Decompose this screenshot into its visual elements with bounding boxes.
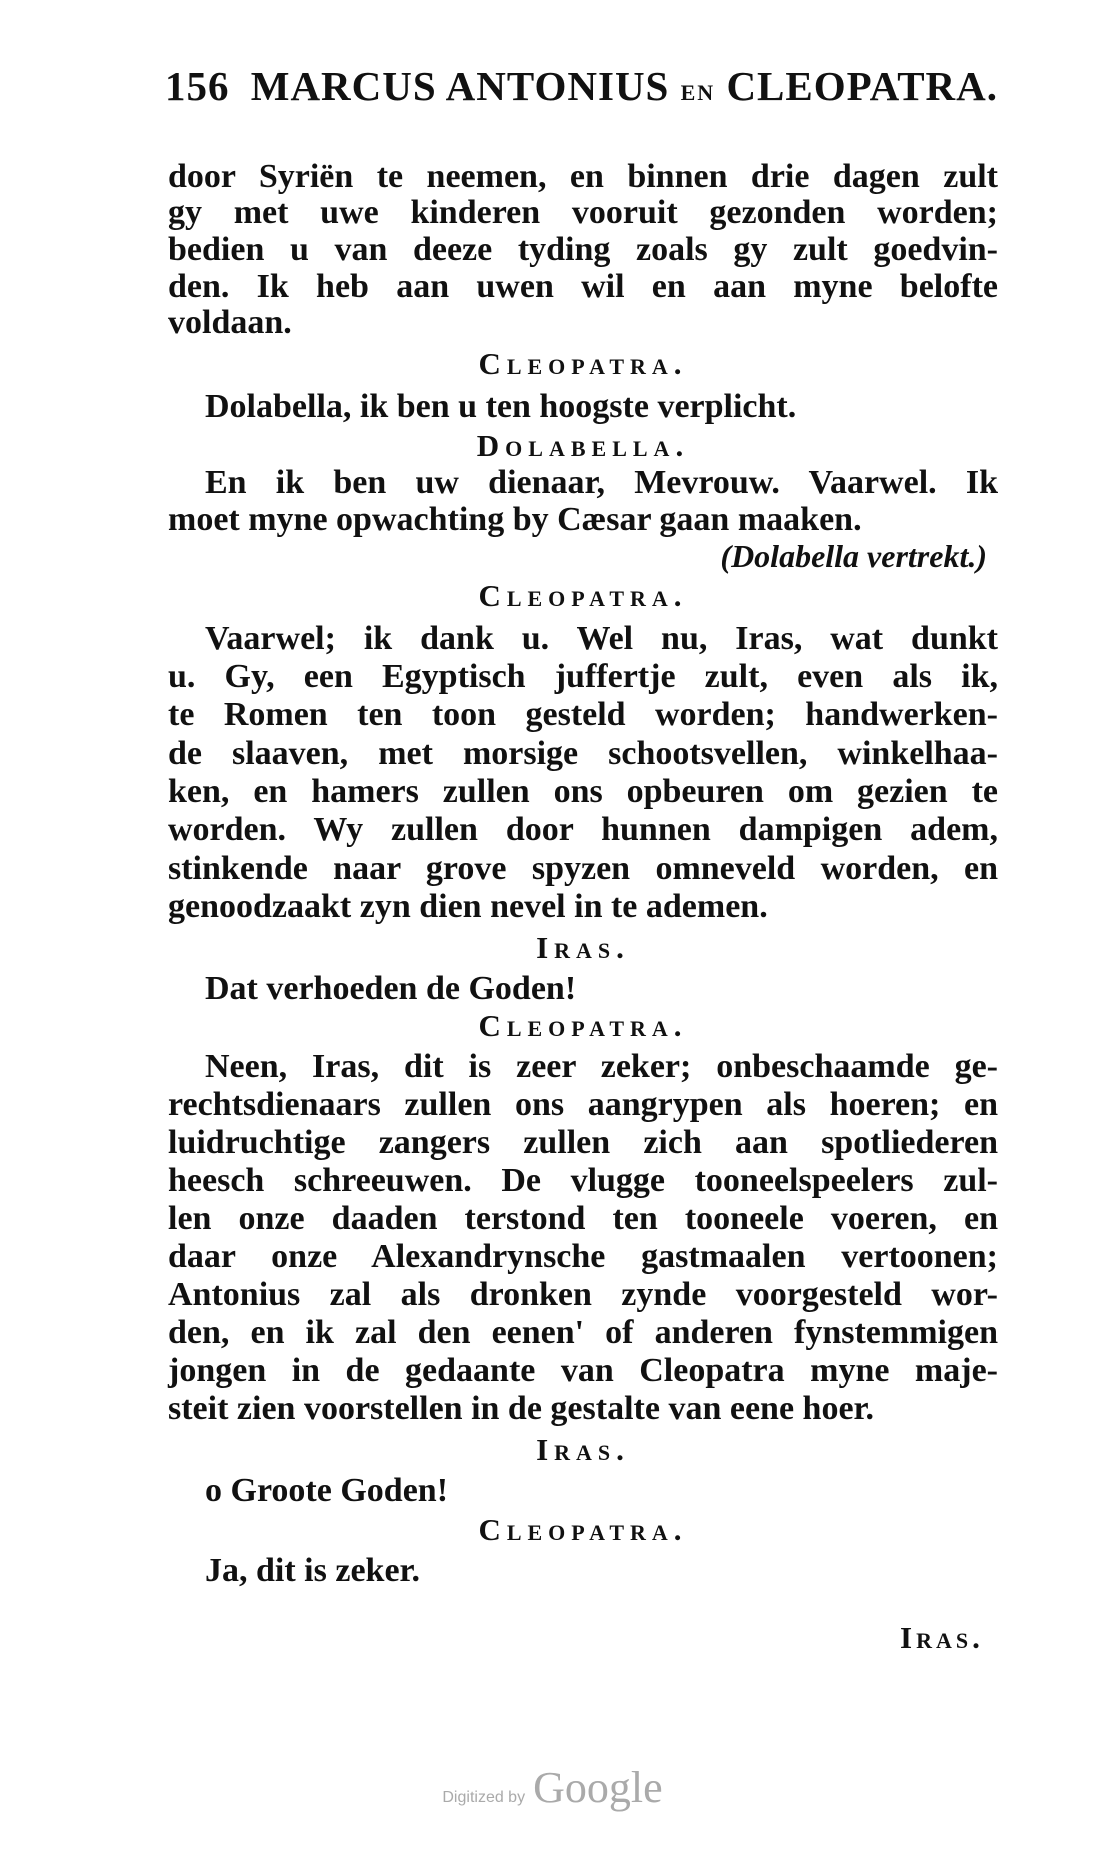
text-line: den. Ik heb aan uwen wil en aan myne belofte xyxy=(168,268,998,305)
text-line: heesch schreeuwen. De vlugge tooneelspeelers zul- xyxy=(168,1162,998,1199)
text-line: En ik ben uw dienaar, Mevrouw. Vaarwel. Ik xyxy=(205,464,998,501)
text-line: jongen in de gedaante van Cleopatra myne maje- xyxy=(168,1352,998,1389)
text-line: voldaan. xyxy=(168,304,292,341)
text-line: stinkende naar grove spyzen omneveld worden, en xyxy=(168,850,998,887)
speaker-heading: Cleopatra. xyxy=(478,578,688,613)
text-line: Dat verhoeden de Goden! xyxy=(205,970,577,1007)
text-line: te Romen ten toon gesteld worden; handwerken- xyxy=(168,696,998,733)
text-line: daar onze Alexandrynsche gastmaalen vertoonen; xyxy=(168,1238,998,1275)
text-line: door Syriën te neemen, en binnen drie dagen zult xyxy=(168,158,998,195)
text-line: ken, en hamers zullen ons opbeuren om gezien te xyxy=(168,773,998,810)
text-line: de slaaven, met morsige schootsvellen, winkelhaa- xyxy=(168,735,998,772)
text-line: gy met uwe kinderen vooruit gezonden worden; xyxy=(168,194,998,231)
text-line: genoodzaakt zyn dien nevel in te ademen. xyxy=(168,888,768,925)
text-line: bedien u van deeze tyding zoals gy zult goedvin- xyxy=(168,231,998,268)
text-line: steit zien voorstellen in de gestalte van eene hoer. xyxy=(168,1390,874,1427)
header-title-left: MARCUS ANTONIUS xyxy=(250,63,670,109)
header-conjunction: EN xyxy=(680,80,716,105)
text-line: len onze daaden terstond ten tooneele voeren, en xyxy=(168,1200,998,1237)
speaker-heading: Dolabella. xyxy=(476,428,690,463)
watermark-brand: Google xyxy=(533,1763,663,1812)
header-title-right: CLEOPATRA. xyxy=(726,63,999,109)
watermark-prefix: Digitized by xyxy=(442,1789,526,1806)
speaker-heading: Cleopatra. xyxy=(478,1008,688,1043)
text-line: o Groote Goden! xyxy=(205,1472,449,1509)
text-line: Ja, dit is zeker. xyxy=(205,1552,421,1589)
text-line: luidruchtige zangers zullen zich aan spotliederen xyxy=(168,1124,998,1161)
text-line: worden. Wy zullen door hunnen dampigen adem, xyxy=(168,811,998,848)
text-line: Dolabella, ik ben u ten hoogste verplicht. xyxy=(205,388,797,425)
speaker-heading: Iras. xyxy=(536,930,630,965)
speaker-heading: Iras. xyxy=(536,1432,630,1467)
speaker-heading: Cleopatra. xyxy=(478,1512,688,1547)
digitized-watermark xyxy=(0,1762,1105,1813)
stage-direction: (Dolabella vertrekt.) xyxy=(720,538,987,574)
text-line: Antonius zal als dronken zynde voorgesteld wor- xyxy=(168,1276,998,1313)
text-line: den, en ik zal den eenen' of anderen fynstemmigen xyxy=(168,1314,998,1351)
catchword: Iras. xyxy=(900,1620,984,1655)
text-line: u. Gy, een Egyptisch juffertje zult, even als ik, xyxy=(168,658,998,695)
text-line: rechtsdienaars zullen ons aangrypen als hoeren; en xyxy=(168,1086,998,1123)
text-line: Neen, Iras, dit is zeer zeker; onbeschaamde ge- xyxy=(205,1048,998,1085)
text-line: moet myne opwachting by Cæsar gaan maaken. xyxy=(168,501,862,538)
page-number: 156 xyxy=(165,63,230,109)
running-header xyxy=(165,62,999,110)
speaker-heading: Cleopatra. xyxy=(478,346,688,381)
text-line: Vaarwel; ik dank u. Wel nu, Iras, wat dunkt xyxy=(205,620,998,657)
